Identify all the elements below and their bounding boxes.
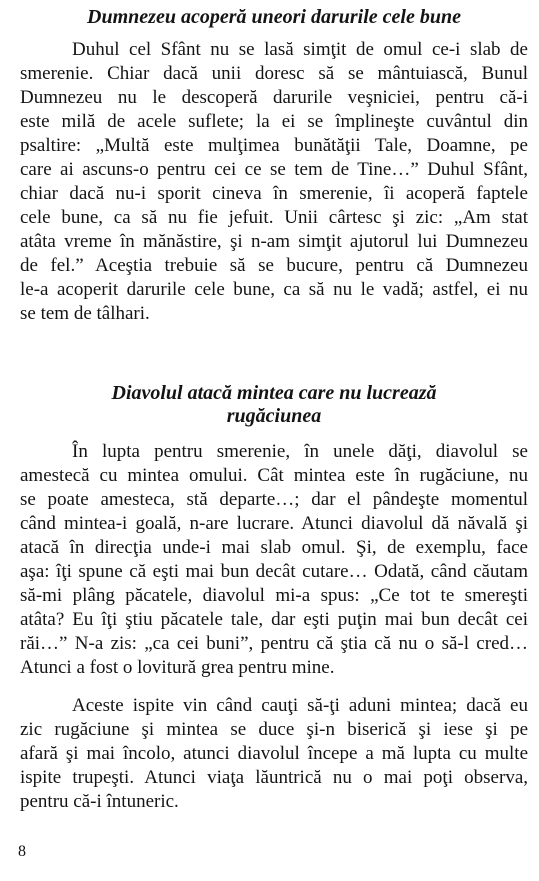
text-line: atacă în direcţia unde-i mai slab omul. Şi, de exemplu, face — [20, 537, 528, 558]
section-title-2-line-1: Diavolul atacă mintea care nu lucrează — [111, 382, 437, 404]
text-line: este milă de acele suflete; la ei se împlineşte cuvântul din — [20, 111, 528, 132]
text-line: le-a acoperit darurile cele bune, ca să nu le vadă; astfel, ei nu — [20, 279, 528, 300]
text-line: smerenie. Chiar dacă unii doresc să se mântuiască, Bunul — [20, 63, 528, 84]
text-line: psaltire: „Multă este mulţimea bunătăţii Tale, Doamne, pe — [20, 135, 528, 156]
text-line: În lupta pentru smerenie, în unele dăţi, diavolul se — [72, 441, 528, 462]
text-line: când mintea-i goală, n-are lucrare. Atunci diavolul dă năvală şi — [20, 513, 528, 534]
text-line: pentru că-i întuneric. — [20, 791, 179, 812]
text-line: să-mi plâng păcatele, diavolul mi-a spus: „Ce tot te smereşti — [20, 585, 528, 606]
text-line: care ai ascuns-o pentru cei ce se tem de Tine…” Duhul Sfânt, — [20, 159, 528, 180]
text-line: ispite trupeşti. Atunci viaţa lăuntrică nu o mai poţi observa, — [20, 767, 528, 788]
text-line: aşa: îţi spune că eşti mai bun decât cutare… Odată, când căutam — [20, 561, 528, 582]
text-line: afară şi mai încolo, atunci diavolul începe a mă lupta cu multe — [20, 743, 528, 764]
text-line: de fel.” Aceştia trebuie să se bucure, pentru că Dumnezeu — [20, 255, 528, 276]
text-line: se tem de tâlhari. — [20, 303, 150, 324]
page-number: 8 — [18, 843, 26, 860]
section-title-1: Dumnezeu acoperă uneori darurile cele bune — [87, 6, 461, 28]
text-line: chiar dacă nu-i sporit cineva în smerenie, îi acoperă faptele — [20, 183, 528, 204]
text-line: atâta? Eu îţi ştiu păcatele tale, dar eşti puţin mai bun decât cei — [20, 609, 528, 630]
text-line: Duhul cel Sfânt nu se lasă simţit de omul ce-i slab de — [72, 39, 528, 60]
text-line: zic rugăciune şi mintea se duce şi-n biserică şi iese şi pe — [20, 719, 528, 740]
section-title-2-line-2: rugăciunea — [226, 405, 322, 427]
text-line: Aceste ispite vin când cauţi să-ţi aduni mintea; dacă eu — [72, 695, 528, 716]
text-line: amestecă cu mintea omului. Cât mintea este în rugăciune, nu — [20, 465, 528, 486]
text-line: răi…” N-a zis: „ca cei buni”, pentru că ştia că nu o să-l cred… — [20, 633, 528, 654]
text-line: Dumnezeu nu le descoperă darurile veşniciei, pentru că-i — [20, 87, 528, 108]
text-line: cele bune, ca să nu fie jefuit. Unii cârtesc şi zic: „Am stat — [20, 207, 528, 228]
text-line: atâta vreme în mănăstire, şi n-am simţit ajutorul lui Dumnezeu — [20, 231, 528, 252]
text-line: Atunci a fost o lovitură grea pentru mine. — [20, 657, 335, 678]
text-line: se poate amesteca, stă departe…; dar el pândeşte momentul — [20, 489, 528, 510]
section-title-2 — [20, 382, 528, 428]
